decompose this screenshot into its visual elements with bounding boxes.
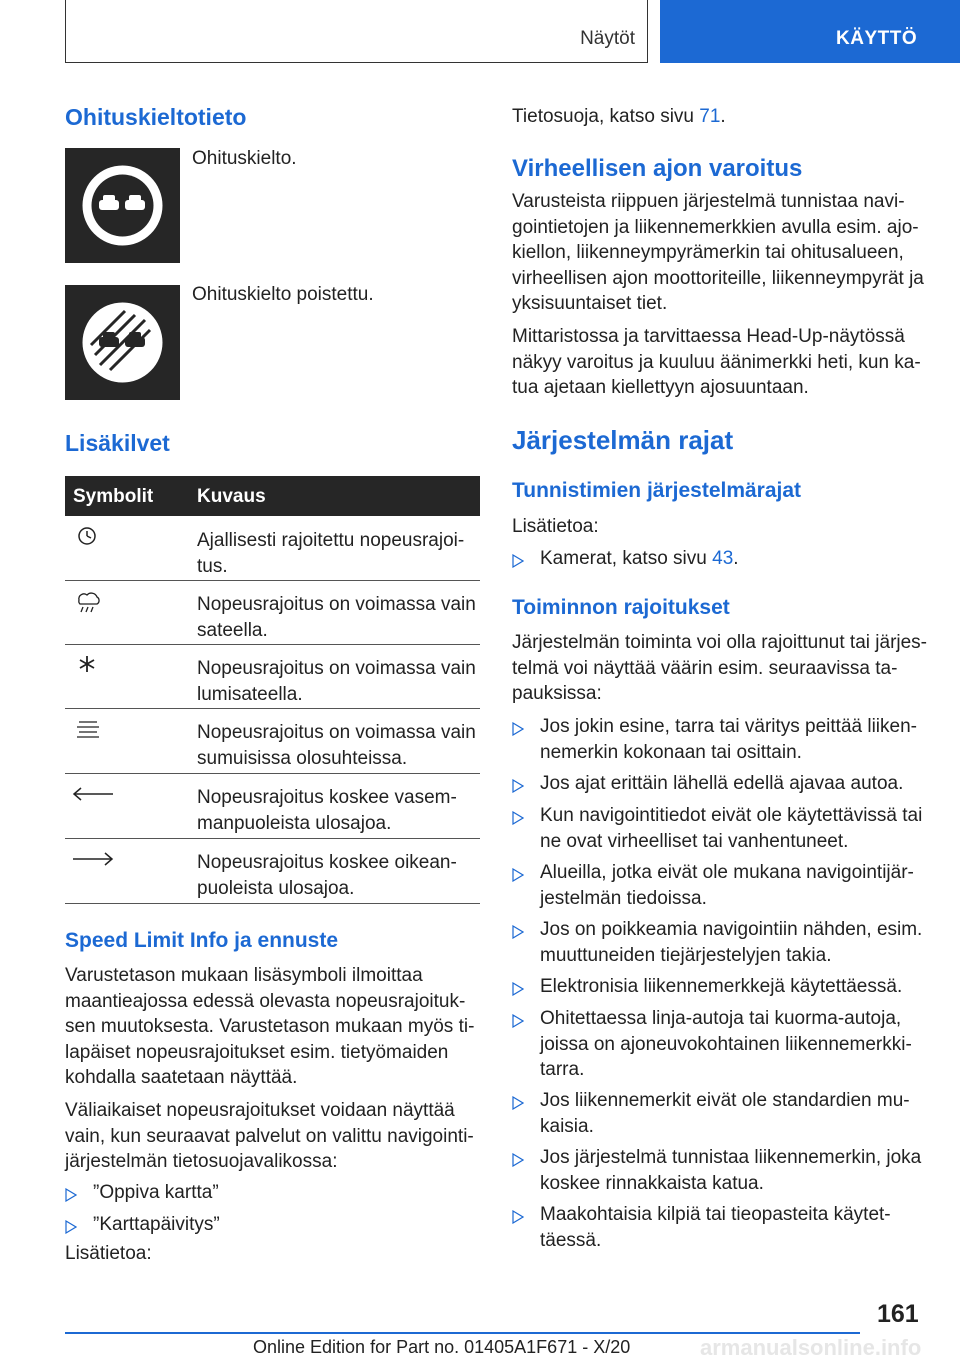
fog-icon [71,716,111,742]
arrow-right-icon [71,846,115,872]
bullet-triangle-icon [512,1206,524,1232]
bullet-triangle-icon [512,807,524,833]
list-item-text: täessä. [540,1229,602,1251]
header-chapter-tab[interactable] [660,0,960,63]
table-row [65,838,480,904]
bullet-triangle-icon [512,978,524,1004]
header-chapter-title: KÄYTTÖ [836,28,918,49]
footer-divider [65,1332,860,1334]
table-cell-description: Ajallisesti rajoitettu nopeusrajoi- tus. [197,530,465,577]
ohitus-caption-1: Ohituskielto. [192,148,297,169]
bullet-triangle-icon [512,864,524,890]
tietosuoja-line: Tietosuoja, katso sivu 71. [512,106,726,127]
list-item-text: Kun navigointitiedot eivät ole käytettävissä tai [540,805,923,826]
header-section-box [65,0,648,63]
table-row [65,644,480,709]
table-cell-description: Nopeusrajoitus koskee vasem- manpuoleista ulosajoa. [197,787,457,834]
list-item-text: tarra. [540,1059,585,1080]
clock-icon [71,524,111,550]
table-cell-description: Nopeusrajoitus on voimassa vain sateella. [197,594,476,641]
bullet-triangle-icon [512,921,524,947]
no-overtaking-sign-image [65,148,180,263]
list-item-text: joissa on ajoneuvokohtainen liikennemerkki- [540,1033,912,1055]
table-row [65,516,480,581]
snowflake-icon [71,652,111,678]
speed-paragraph-1: Varustetason mukaan lisäsymboli ilmoittaa maantieajossa edessä olevasta nopeusrajoituk- sen muutoksesta. Varustetason mukaan myös ti- lapäiset nopeusrajoitukset esim. tietyömaiden kohdalla saatetaan näyttää. [65,965,475,1088]
list-item-text: ne ovat virheelliset tai vanhentuneet. [540,830,849,852]
ohitus-heading: Ohituskieltotieto [65,104,247,130]
speed-limit-heading: Speed Limit Info ja ennuste [65,929,339,952]
arrow-left-icon [71,781,115,807]
speed-paragraph-2: Väliaikaiset nopeusrajoitukset voidaan näyttää vain, kun seuraavat palvelut on valittu navigointi- järjestelmän tietosuojavalikossa: [65,1100,474,1172]
list-item-text: Jos liikennemerkit eivät ole standardien mu- [540,1090,910,1111]
list-item-text: Ohitettaessa linja-autoja tai kuorma-autoja, [540,1008,902,1029]
tunnistimet-heading: Tunnistimien järjestelmärajat [512,479,802,502]
virhe-paragraph-2: Mittaristossa ja tarvittaessa Head-Up-näytössä näkyy varoitus ja kuuluu äänimerkki heti, kun ka- tua ajetaan kiellettyyn ajosuuntaan. [512,326,921,398]
table-cell-description: Nopeusrajoitus on voimassa vain sumuisissa olosuhteissa. [197,722,476,769]
virhe-heading: Virheellisen ajon varoitus [512,155,803,182]
table-cell-description: Nopeusrajoitus koskee oikean- puoleista ulosajoa. [197,852,457,899]
list-item-text: Jos ajat erittäin lähellä edellä ajavaa autoa. [540,773,904,794]
lisatietoa-label-left: Lisätietoa: [65,1243,152,1264]
table-header [65,476,480,516]
list-item-text: koskee rinnakkaista katua. [540,1172,764,1194]
bullet-triangle-icon [65,1184,77,1210]
bullet-triangle-icon [512,550,524,576]
list-item-text: jestelmän tiedoissa. [540,887,707,909]
list-item-text: Elektronisia liikennemerkkejä käytettäessä. [540,976,903,997]
list-item-text: Maakohtaisia kilpiä tai tieopasteita käytet- [540,1204,891,1225]
rain-cloud-icon [71,588,111,614]
list-item-text: Jos jokin esine, tarra tai väritys peittää liiken- [540,716,917,737]
list-item-text: nemerkin kokonaan tai osittain. [540,741,802,763]
table-row [65,708,480,774]
list-item-text: Alueilla, jotka eivät ole mukana navigointijär- [540,862,914,883]
bullet-triangle-icon [512,718,524,744]
bullet-triangle-icon [65,1216,77,1242]
table-cell-description: Nopeusrajoitus on voimassa vain lumisateella. [197,658,476,705]
bullet-triangle-icon [512,1092,524,1118]
table-col-description: Kuvaus [197,486,266,507]
bullet-triangle-icon [512,1010,524,1036]
toiminnon-paragraph: Järjestelmän toiminta voi olla rajoittunut tai järjes- telmä voi näyttää väärin esim. seuraavissa ta- pauksissa: [512,632,928,704]
page-link-43[interactable]: 43 [712,548,734,569]
table-row [65,773,480,839]
virhe-paragraph-1: Varusteista riippuen järjestelmä tunnistaa navi- gointietojen ja liikennemerkkien avulla esim. ajo- kiellon, liikenneympyrämerkin tai ohitusalueen, virheellisen ajon moottoriteille, liikenneympyrät ja yksisuuntaiset tiet. [512,191,924,314]
list-item-text: kaisia. [540,1115,594,1137]
list-item-text: Jos järjestelmä tunnistaa liikennemerkin, joka [540,1147,922,1168]
edition-note: Online Edition for Part no. 01405A1F671 - X/20 [253,1337,631,1357]
header-section-title: Näytöt [580,28,635,49]
bullet-triangle-icon [512,775,524,801]
ohitus-caption-2: Ohituskielto poistettu. [192,284,374,305]
lisakilvet-heading: Lisäkilvet [65,430,170,456]
table-col-symbols: Symbolit [73,486,154,507]
table-row [65,580,480,645]
toiminnon-heading: Toiminnon rajoitukset [512,596,730,619]
bullet-triangle-icon [512,1149,524,1175]
lisatietoa-label-right: Lisätietoa: [512,516,599,537]
list-item-text: muuttuneiden tiejärjestelyjen takia. [540,944,832,966]
page-number: 161 [877,1300,919,1328]
list-item-text: Jos on poikkeamia navigointiin nähden, esim. [540,919,923,940]
page-link-71[interactable]: 71 [699,106,721,127]
watermark: armanualsonline.info [700,1335,922,1360]
rajat-heading: Järjestelmän rajat [512,425,734,455]
end-of-no-overtaking-sign-image [65,285,180,400]
